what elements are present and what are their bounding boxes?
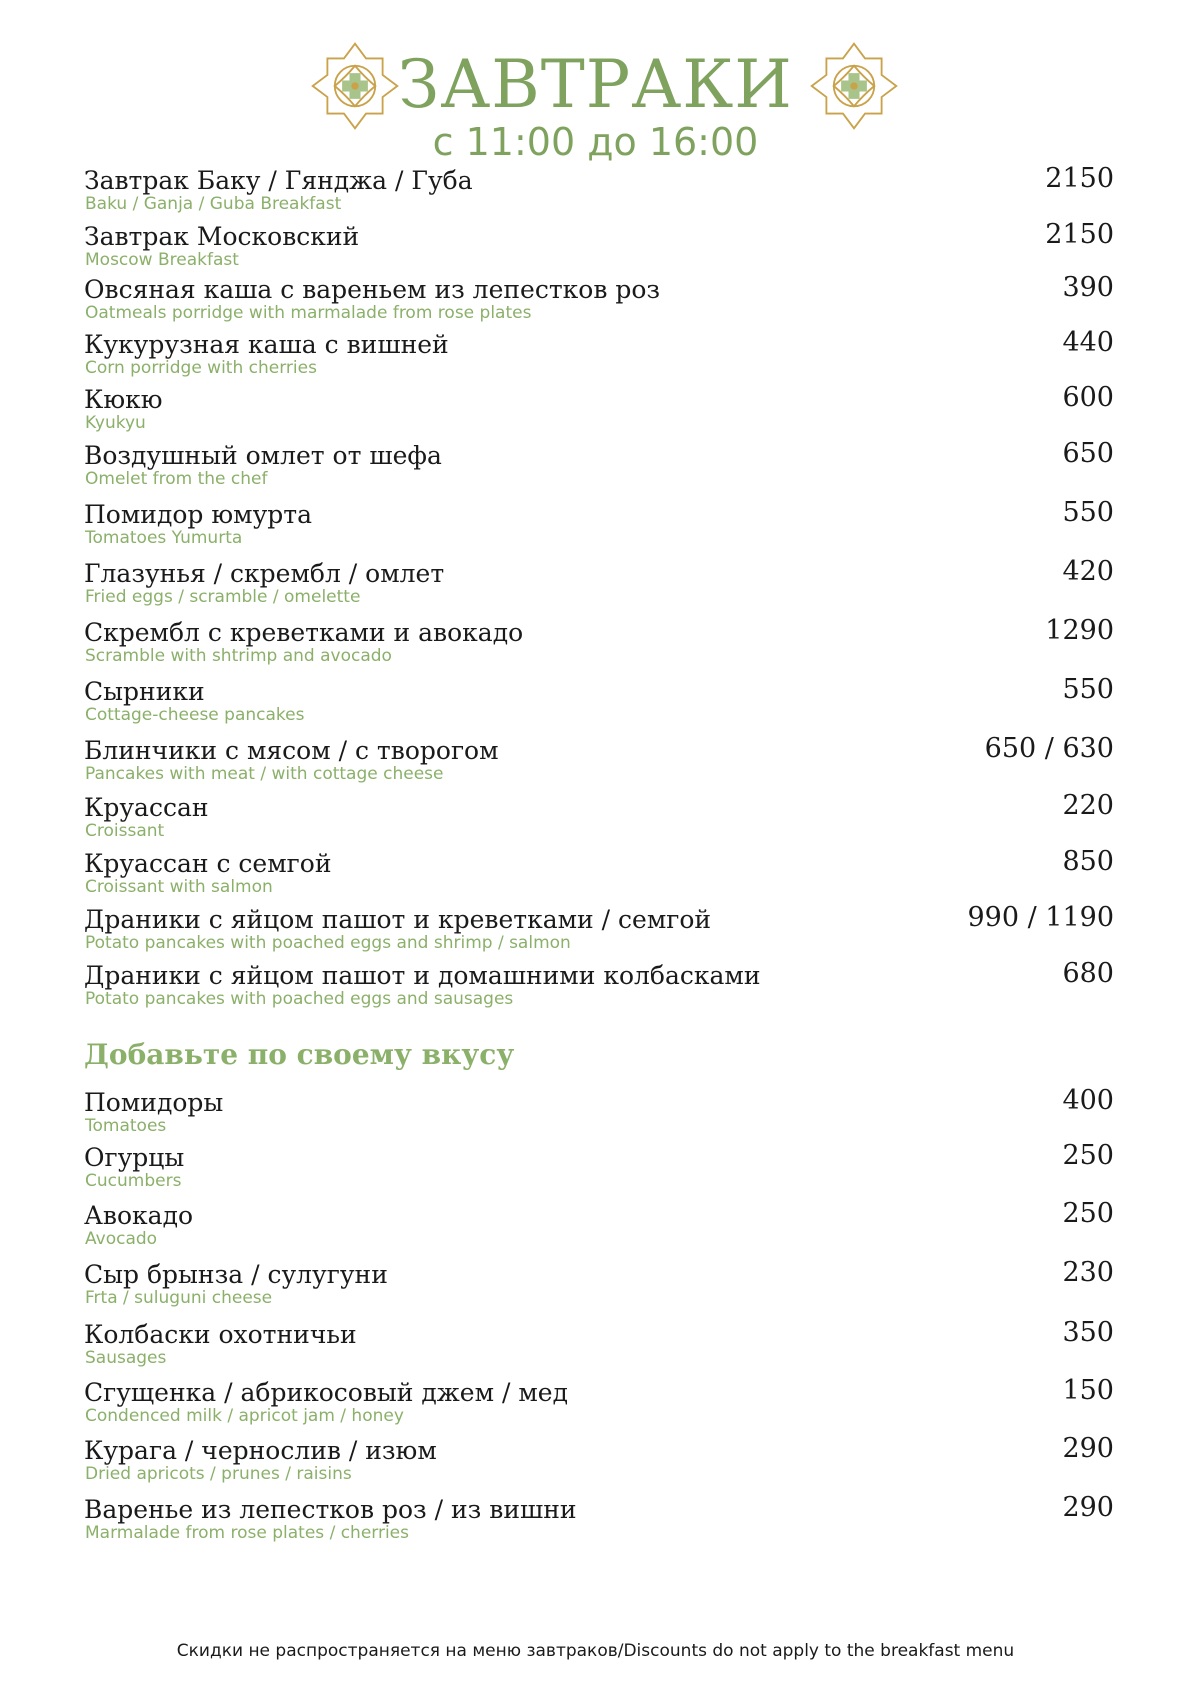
menu-item [84,674,1114,729]
item-name-en: Fried eggs / scramble / omelette [85,587,361,607]
item-name-en: Tomatoes [85,1116,167,1136]
serving-hours: с 11:00 до 16:00 [432,120,759,164]
item-name-ru: Овсяная каша с вареньем из лепестков роз [84,275,661,304]
item-price: 290 [1062,1492,1114,1523]
addon-item [84,1198,1114,1253]
addon-item [84,1140,1114,1195]
item-name-en: Omelet from the chef [85,469,268,489]
addon-item [84,1317,1114,1372]
item-name-ru: Кюкю [84,385,163,414]
menu-header [0,40,1191,164]
item-price: 250 [1062,1198,1114,1229]
item-name-ru: Блинчики с мясом / с творогом [84,736,499,765]
item-name-en: Corn porridge with cherries [85,358,317,378]
item-price: 680 [1062,958,1114,989]
menu-item [84,272,1114,327]
item-name-en: Sausages [85,1348,167,1368]
item-name-ru: Драники с яйцом пашот и домашними колбасками [84,961,761,990]
item-name-ru: Скрембл с креветками и авокадо [84,618,524,647]
ornament-icon [805,40,903,132]
item-price: 440 [1062,327,1114,358]
menu-item [84,902,1114,957]
item-name-en: Potato pancakes with poached eggs and shrimp / salmon [85,933,571,953]
item-name-ru: Колбаски охотничьи [84,1320,357,1349]
item-price: 990 / 1190 [967,902,1114,933]
item-name-ru: Курага / чернослив / изюм [84,1436,437,1465]
addons-section-title: Добавьте по своему вкусу [84,1038,515,1071]
item-name-en: Frta / suluguni cheese [85,1288,273,1308]
item-name-en: Avocado [85,1229,158,1249]
addon-item [84,1375,1114,1430]
menu-item [84,733,1114,788]
item-name-en: Potato pancakes with poached eggs and sausages [85,989,514,1009]
item-price: 290 [1062,1433,1114,1464]
item-name-ru: Завтрак Московский [84,222,360,251]
item-price: 650 / 630 [984,733,1114,764]
item-price: 600 [1062,382,1114,413]
item-price: 420 [1062,556,1114,587]
menu-item [84,790,1114,845]
menu-item [84,219,1114,274]
menu-item [84,327,1114,382]
item-price: 230 [1062,1257,1114,1288]
addon-item [84,1492,1114,1547]
item-name-ru: Варенье из лепестков роз / из вишни [84,1495,577,1524]
item-price: 550 [1062,674,1114,705]
item-name-ru: Сырники [84,677,205,706]
item-name-en: Kyukyu [85,413,146,433]
item-price: 2150 [1045,219,1114,250]
item-price: 2150 [1045,163,1114,194]
item-name-ru: Огурцы [84,1143,185,1172]
menu-item [84,163,1114,218]
menu-item [84,958,1114,1013]
item-name-en: Pancakes with meat / with cottage cheese [85,764,444,784]
item-name-en: Marmalade from rose plates / cherries [85,1523,409,1543]
item-price: 250 [1062,1140,1114,1171]
item-name-en: Cucumbers [85,1171,182,1191]
item-price: 400 [1062,1085,1114,1116]
item-price: 220 [1062,790,1114,821]
item-name-ru: Помидоры [84,1088,224,1117]
item-name-en: Condenced milk / apricot jam / honey [85,1406,404,1426]
item-name-ru: Кукурузная каша с вишней [84,330,449,359]
menu-item [84,846,1114,901]
item-name-en: Oatmeals porridge with marmalade from rose plates [85,303,532,323]
item-name-ru: Круассан [84,793,209,822]
item-name-ru: Глазунья / скрембл / омлет [84,559,445,588]
item-name-en: Cottage-cheese pancakes [85,705,305,725]
item-name-en: Dried apricots / prunes / raisins [85,1464,352,1484]
item-name-ru: Завтрак Баку / Гянджа / Губа [84,166,473,195]
item-price: 350 [1062,1317,1114,1348]
menu-item [84,497,1114,552]
item-name-ru: Драники с яйцом пашот и креветками / семгой [84,905,712,934]
item-name-en: Tomatoes Yumurta [85,528,243,548]
discount-note: Скидки не распространяется на меню завтраков/Discounts do not apply to the breakfast menu [176,1641,1015,1661]
item-name-en: Croissant with salmon [85,877,273,897]
item-price: 850 [1062,846,1114,877]
item-name-ru: Авокадо [84,1201,194,1230]
item-name-ru: Круассан с семгой [84,849,332,878]
item-price: 390 [1062,272,1114,303]
addon-item [84,1257,1114,1312]
item-price: 150 [1062,1375,1114,1406]
menu-item [84,382,1114,437]
item-name-ru: Сыр брынза / сулугуни [84,1260,388,1289]
item-name-en: Croissant [85,821,165,841]
page-title: ЗАВТРАКИ [398,46,793,123]
item-name-en: Baku / Ganja / Guba Breakfast [85,194,342,214]
menu-item [84,615,1114,670]
item-name-en: Moscow Breakfast [85,250,239,270]
menu-item [84,556,1114,611]
item-price: 650 [1062,438,1114,469]
item-name-ru: Сгущенка / абрикосовый джем / мед [84,1378,568,1407]
item-name-en: Scramble with shtrimp and avocado [85,646,392,666]
addon-item [84,1085,1114,1140]
item-price: 1290 [1045,615,1114,646]
addon-item [84,1433,1114,1488]
item-name-ru: Помидор юмурта [84,500,313,529]
item-price: 550 [1062,497,1114,528]
item-name-ru: Воздушный омлет от шефа [84,441,442,470]
menu-item [84,438,1114,493]
